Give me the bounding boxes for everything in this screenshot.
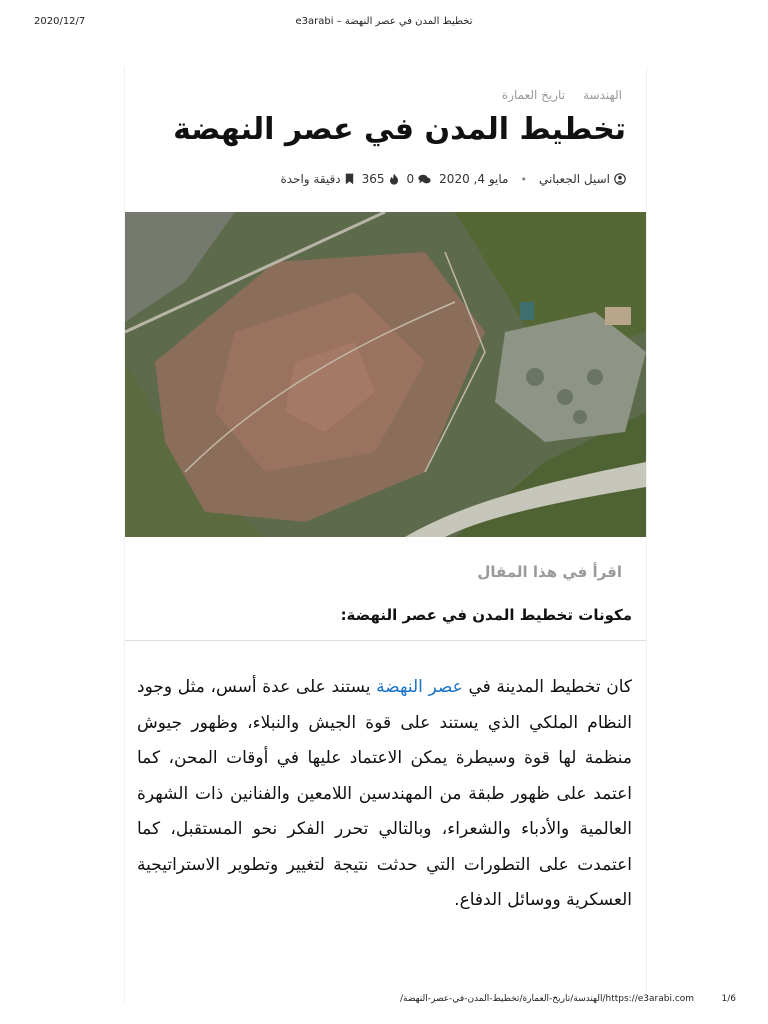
print-header-title: تخطيط المدن في عصر النهضة – e3arabi bbox=[295, 16, 473, 27]
read-time: دقيقة واحدة bbox=[280, 172, 341, 186]
comments-meta[interactable] bbox=[407, 172, 432, 186]
author-meta[interactable] bbox=[539, 172, 626, 186]
user-circle-icon bbox=[614, 173, 626, 185]
article-paragraph bbox=[137, 670, 632, 919]
article-title: تخطيط المدن في عصر النهضة bbox=[173, 112, 626, 147]
meta-separator: • bbox=[520, 172, 527, 186]
author-name: اسيل الجعباني bbox=[538, 172, 610, 186]
read-time-meta bbox=[280, 172, 353, 186]
publish-date: مايو 4, 2020 bbox=[439, 172, 509, 186]
section-heading: مكونات تخطيط المدن في عصر النهضة: bbox=[340, 606, 632, 624]
hero-image bbox=[125, 212, 646, 537]
flame-icon bbox=[389, 173, 399, 185]
aerial-city-photo bbox=[125, 212, 646, 537]
renaissance-link[interactable]: عصر النهضة bbox=[376, 677, 463, 697]
article-card bbox=[124, 66, 647, 1002]
paragraph-text-end: يستند على عدة أسس، مثل وجود النظام الملكي الذي يستند على قوة الجيش والنبلاء، وظهور جيوش منظمة لها قوة وسيطرة يمكن الاعتماد عليها في أوقات المحن، كما اعتمد على ظهور طبقة من المهندسين اللامعين والفنانين ذات الشهرة العالمية والأدباء والشعراء، وبالتالي تحرر الفكر نحو المستقبل، كما اعتمدت على التطورات التي حدثت نتيجة لتغيير وتطوير الاستراتيجية العسكرية ووسائل الدفاع. bbox=[137, 677, 632, 910]
toc-heading[interactable]: اقرأ في هذا المقال bbox=[477, 563, 622, 581]
views-meta bbox=[362, 172, 399, 186]
comments-icon bbox=[418, 174, 431, 185]
print-header-date: 2020/12/7 bbox=[34, 16, 86, 27]
category-link-architecture-history[interactable]: تاريخ العمارة bbox=[501, 88, 566, 102]
paragraph-text-start: كان تخطيط المدينة في bbox=[462, 677, 632, 697]
views-count: 365 bbox=[361, 172, 385, 186]
print-footer-url: https://e3arabi.com/الهندسة/تاريخ-العمارة/تخطيط-المدن-في-عصر-النهضة/ bbox=[400, 994, 695, 1004]
article-meta bbox=[280, 172, 626, 186]
comments-count: 0 bbox=[406, 172, 415, 186]
bookmark-icon bbox=[345, 173, 354, 185]
category-link-engineering[interactable]: الهندسة bbox=[583, 88, 622, 102]
heading-divider bbox=[125, 640, 646, 641]
print-footer-page-number: 1/6 bbox=[721, 994, 736, 1004]
category-list bbox=[502, 88, 622, 102]
